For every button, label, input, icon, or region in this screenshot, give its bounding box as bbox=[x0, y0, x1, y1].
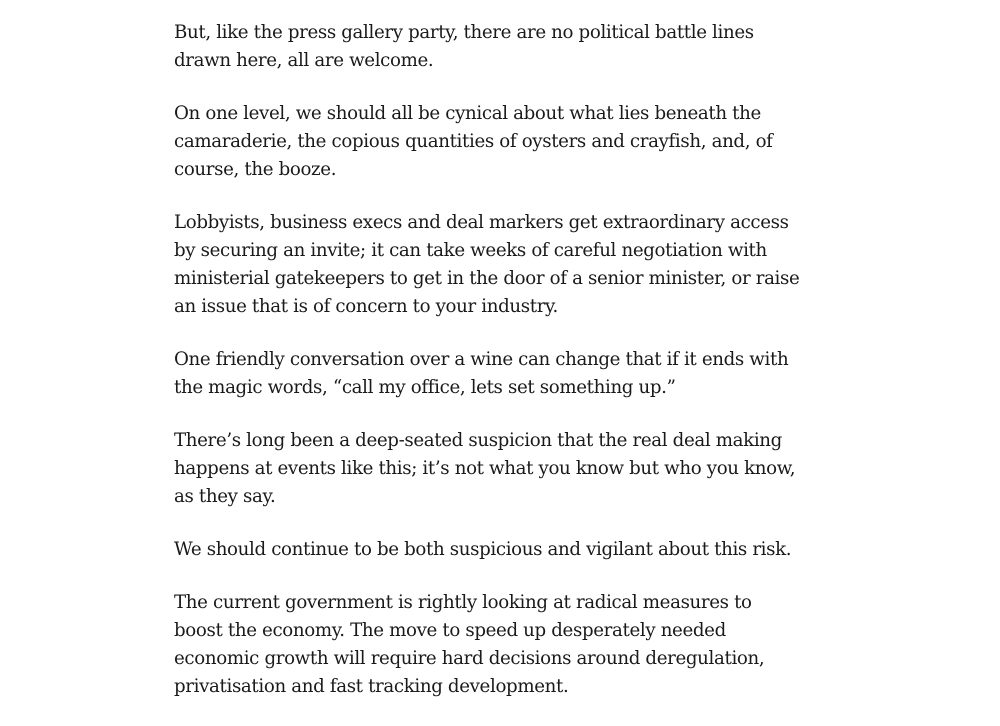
article-paragraph: But, like the press gallery party, there are no political battle lines drawn here, all are welcome. bbox=[174, 22, 754, 71]
article-paragraph: Lobbyists, business execs and deal markers get extraordinary access by securing an invite; it can take weeks of careful negotiation with ministerial gatekeepers to get in the door of a senior minister, or raise an issue that is of concern to your industry. bbox=[174, 212, 800, 317]
article-paragraph: The current government is rightly looking at radical measures to boost the economy. The move to speed up desperately needed economic growth will require hard decisions around deregulation, privatisation and fast tracking development. bbox=[174, 592, 765, 697]
article-paragraph: There’s long been a deep-seated suspicion that the real deal making happens at events like this; it’s not what you know but who you know, as they say. bbox=[174, 430, 796, 507]
article-paragraph: On one level, we should all be cynical about what lies beneath the camaraderie, the copious quantities of oysters and crayfish, and, of course, the booze. bbox=[174, 103, 773, 180]
article-paragraph: We should continue to be both suspicious and vigilant about this risk. bbox=[174, 539, 792, 560]
article-paragraph: One friendly conversation over a wine can change that if it ends with the magic words, “call my office, lets set something up.” bbox=[174, 349, 789, 398]
article-body bbox=[174, 19, 804, 726]
